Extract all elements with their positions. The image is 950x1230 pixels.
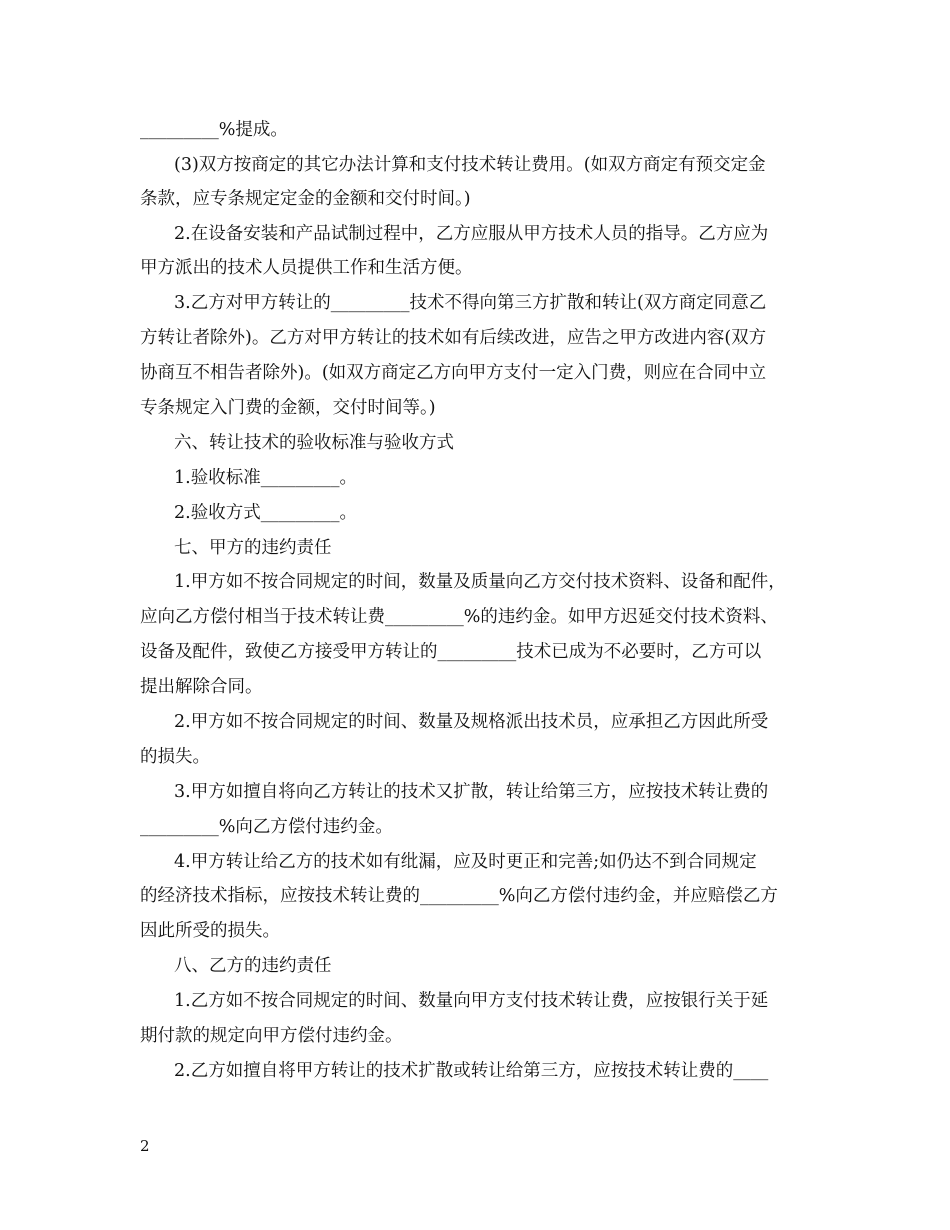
text-line: 4.甲方转让给乙方的技术如有纰漏，应及时更正和完善;如仍达不到合同规定 (174, 852, 757, 872)
text-line: 2.甲方如不按合同规定的时间、数量及规格派出技术员，应承担乙方因此所受 (174, 712, 769, 732)
text-line: (3)双方按商定的其它办法计算和支付技术转让费用。(如双方商定有预交定金 (174, 155, 766, 175)
text-line: 3.乙方对甲方转让的_________技术不得向第三方扩散和转让(双方商定同意乙 (174, 293, 767, 313)
text-line: 方转让者除外)。乙方对甲方转让的技术如有后续改进，应告之甲方改进内容(双方 (140, 328, 767, 348)
text-line: 专条规定入门费的金额，交付时间等。) (140, 398, 436, 418)
section-heading: 六、转让技术的验收标准与验收方式 (174, 433, 454, 453)
page-number: 2 (140, 1137, 150, 1155)
text-line: 2.在设备安装和产品试制过程中，乙方应服从甲方技术人员的指导。乙方应为 (174, 224, 769, 244)
text-line: 2.验收方式_________。 (174, 503, 357, 523)
text-line: 提出解除合同。 (140, 677, 263, 697)
text-line: 的损失。 (140, 747, 210, 767)
text-line: 1.甲方如不按合同规定的时间，数量及质量向乙方交付技术资料、设备和配件， (174, 572, 786, 592)
text-line: _________%提成。 (140, 120, 288, 140)
text-line: 条款，应专条规定定金的金额和交付时间。) (140, 189, 471, 209)
text-line: 设备及配件，致使乙方接受甲方转让的_________技术已成为不必要时，乙方可以 (140, 642, 762, 662)
text-line: 2.乙方如擅自将甲方转让的技术扩散或转让给第三方，应按技术转让费的____ (174, 1061, 769, 1081)
section-heading: 八、乙方的违约责任 (174, 956, 332, 976)
text-line: 甲方派出的技术人员提供工作和生活方便。 (140, 258, 473, 278)
text-line: 因此所受的损失。 (140, 921, 280, 941)
text-line: 协商互不相告者除外)。(如双方商定乙方向甲方支付一定入门费，则应在合同中立 (140, 363, 767, 383)
text-line: 的经济技术指标，应按技术转让费的_________%向乙方偿付违约金，并应赔偿乙方 (140, 886, 778, 906)
text-line: 应向乙方偿付相当于技术转让费_________%的违约金。如甲方迟延交付技术资料、 (140, 607, 778, 627)
section-heading: 七、甲方的违约责任 (174, 538, 332, 558)
text-line: 期付款的规定向甲方偿付违约金。 (140, 1026, 403, 1046)
text-line: 1.乙方如不按合同规定的时间、数量向甲方支付技术转让费，应按银行关于延 (174, 991, 769, 1011)
text-line: 1.验收标准_________。 (174, 468, 357, 488)
text-line: _________%向乙方偿付违约金。 (140, 817, 393, 837)
text-line: 3.甲方如擅自将向乙方转让的技术又扩散，转让给第三方，应按技术转让费的 (174, 782, 769, 802)
